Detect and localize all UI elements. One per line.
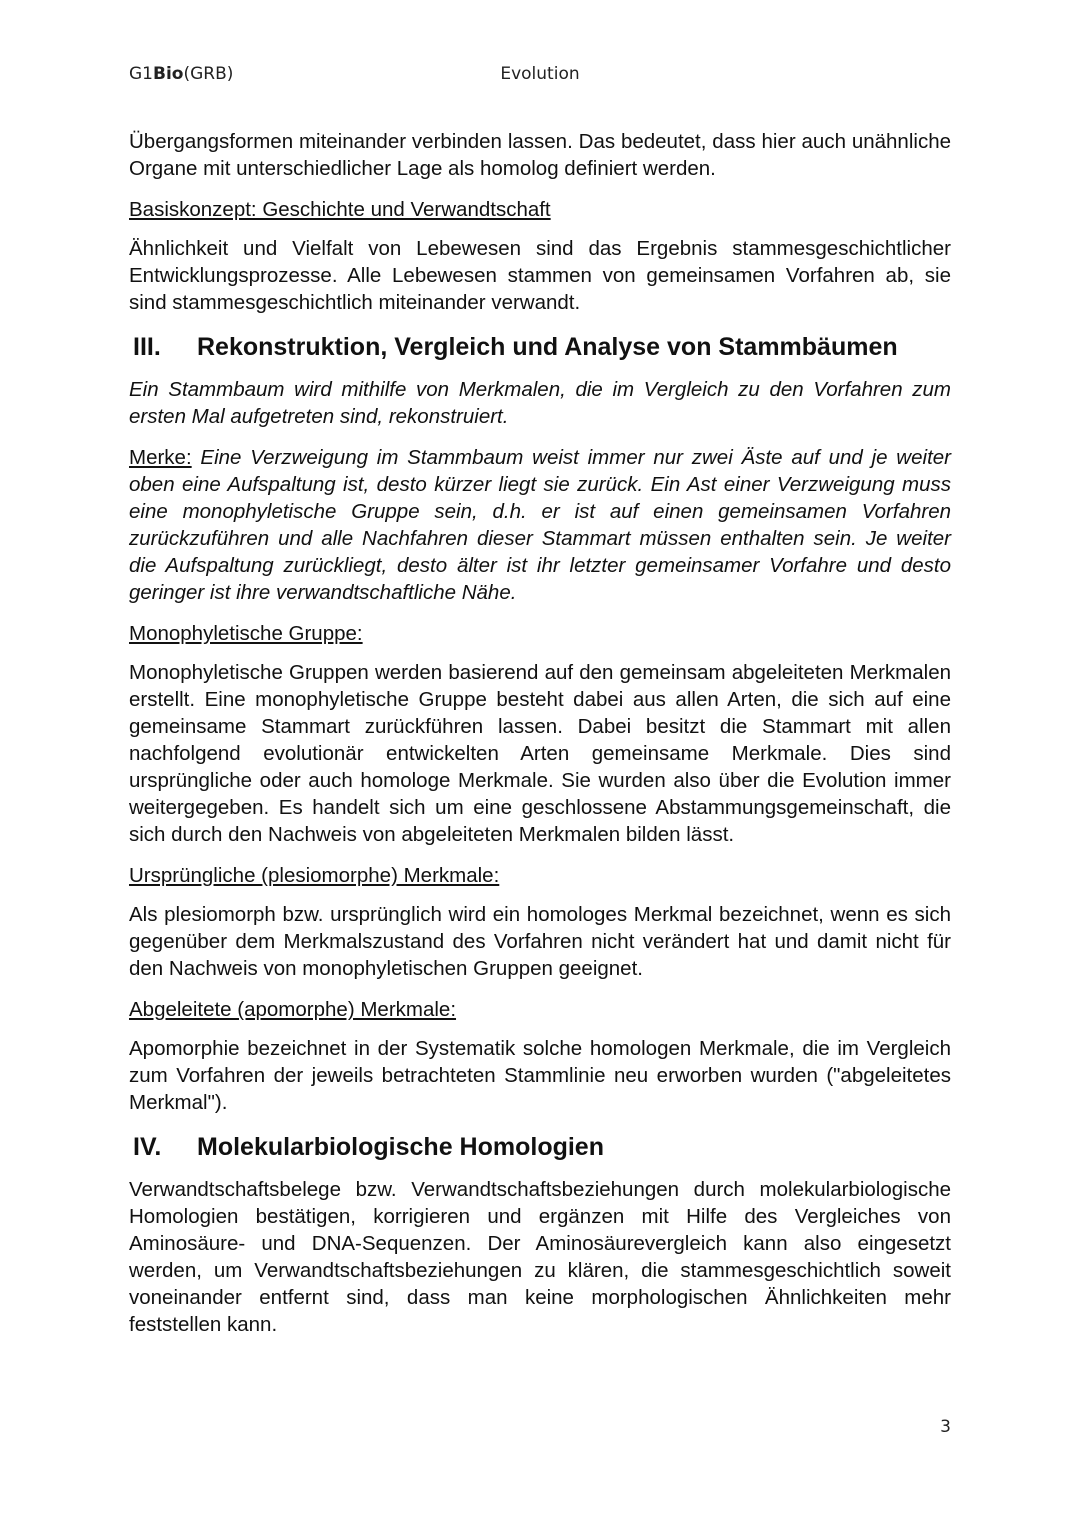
apo-label: Abgeleitete (apomorphe) Merkmale:: [129, 998, 457, 1021]
apo-paragraph: Apomorphie bezeichnet in der Systematik solche homologen Merkmale, die im Vergleich zum Vorfahren der jeweils betrachteten Stammlinie neu erworben wurden ("abgeleitetes Merkmal").: [129, 1037, 951, 1114]
intro-paragraph: Übergangsformen miteinander verbinden lassen. Das bedeutet, dass hier auch unähnliche Organe mit unterschiedlicher Lage als homolog definiert werden.: [129, 130, 951, 180]
header-title: Evolution: [500, 64, 580, 84]
page-header: [129, 64, 951, 90]
section-4-title: Molekularbiologische Homologien: [197, 1133, 604, 1161]
section-3-heading: [129, 330, 951, 364]
section-4-heading: [129, 1130, 951, 1164]
basiskonzept-label: Basiskonzept: Geschichte und Verwandtschaft: [129, 198, 551, 221]
course-code: G1Bio(GRB): [129, 64, 234, 84]
mono-label: Monophyletische Gruppe:: [129, 622, 363, 645]
section-4-number: IV.: [133, 1133, 162, 1161]
basiskonzept-paragraph: Ähnlichkeit und Vielfalt von Lebewesen sind das Ergebnis stammesgeschichtlicher Entwicklungsprozesse. Alle Lebewesen stammen von gemeinsamen Vorfahren ab, sie sind stammesgeschichtlich miteinander verwandt.: [129, 237, 951, 314]
section-3-number: III.: [133, 333, 161, 361]
plesio-label: Ursprüngliche (plesiomorphe) Merkmale:: [129, 864, 500, 887]
section-3-title: Rekonstruktion, Vergleich und Analyse von Stammbäumen: [197, 333, 898, 361]
page-number: 3: [940, 1417, 951, 1437]
merke-text: Eine Verzweigung im Stammbaum weist immer nur zwei Äste auf und je weiter oben eine Aufspaltung ist, desto kürzer liegt sie zurück. Ein Ast einer Verzweigung muss eine monophyletische Gruppe sein, d.h. er ist auf einen gemeinsamen Vorfahren zurückzuführen und alle Nachfahren dieser Stammart müssen enthalten sein. Je weiter die Aufspaltung zurückliegt, desto älter ist ihr letzter gemeinsamer Vorfahre und desto geringer ist ihre verwandtschaftliche Nähe.: [129, 446, 951, 604]
merke-label: Merke:: [129, 446, 192, 469]
page-content: [129, 128, 951, 1352]
mono-paragraph: Monophyletische Gruppen werden basierend auf den gemeinsam abgeleiteten Merkmalen erstellt. Eine monophyletische Gruppe besteht dabei aus allen Arten, die sich auf eine gemeinsame Stammart zurückführen lassen. Dabei besitzt die Stammart mit allen nachfolgend evolutionär entwickelten Arten gemeinsame Merkmale. Dies sind ursprüngliche oder auch homologe Merkmale. Sie wurden also über die Evolution immer weitergegeben. Es handelt sich um eine geschlossene Abstammungsgemeinschaft, die sich durch den Nachweis von abgeleiteten Merkmalen bilden lässt.: [129, 661, 951, 846]
merke-paragraph: [129, 444, 951, 606]
section-3-intro: Ein Stammbaum wird mithilfe von Merkmalen, die im Vergleich zu den Vorfahren zum ersten Mal aufgetreten sind, rekonstruiert.: [129, 378, 951, 428]
plesio-paragraph: Als plesiomorph bzw. ursprünglich wird ein homologes Merkmal bezeichnet, wenn es sich gegenüber dem Merkmalszustand des Vorfahren nicht verändert hat und damit nicht für den Nachweis von monophyletischen Gruppen geeignet.: [129, 903, 951, 980]
section-4-paragraph: Verwandtschaftsbelege bzw. Verwandtschaftsbeziehungen durch molekularbiologische Homologien bestätigen, korrigieren und ergänzen mit Hilfe des Vergleiches von Aminosäure- und DNA-Sequenzen. Der Aminosäurevergleich kann also eingesetzt werden, um Verwandtschaftsbeziehungen zu klären, die stammesgeschichtlich soweit voneinander entfernt sind, dass man keine morphologischen Ähnlichkeiten mehr feststellen kann.: [129, 1178, 951, 1336]
